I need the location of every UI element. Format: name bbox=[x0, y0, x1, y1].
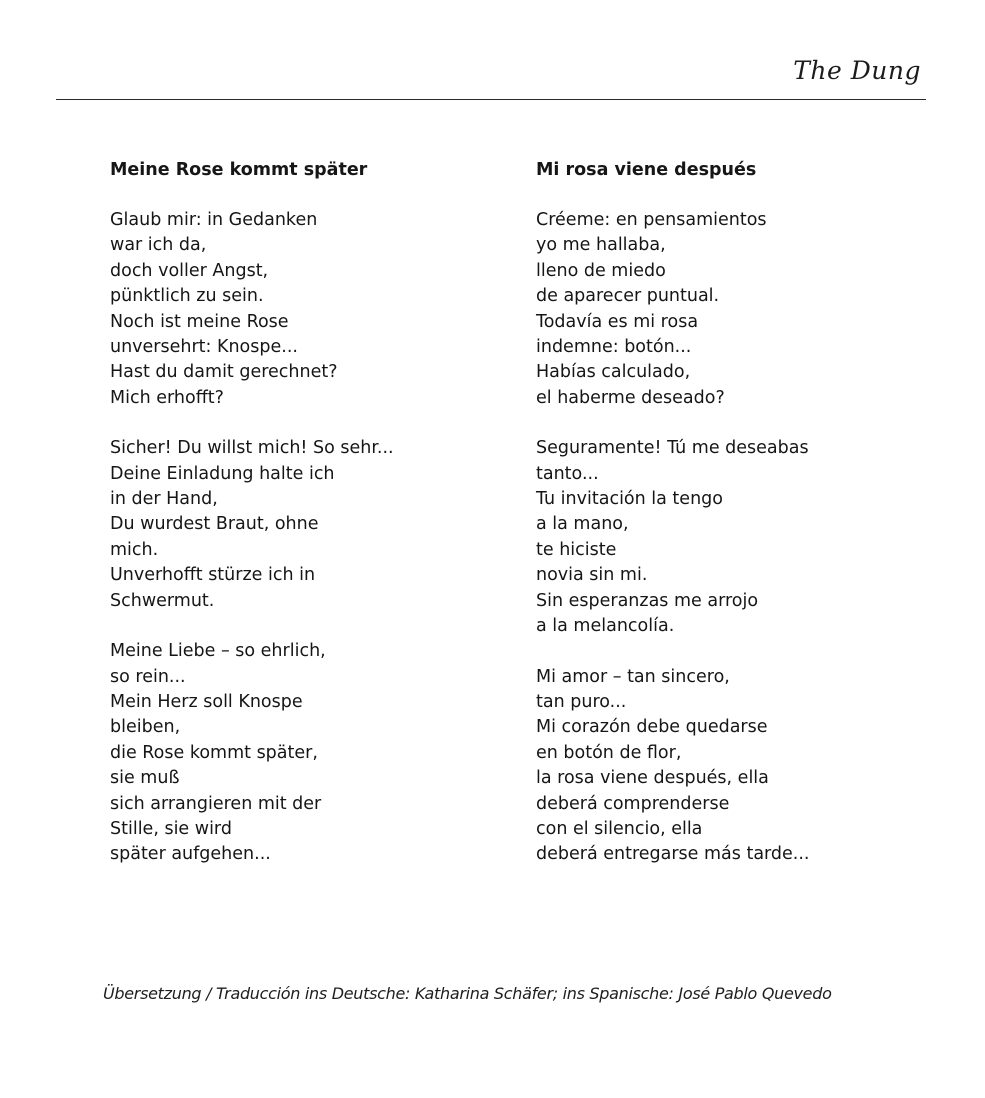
poem-line: lleno de miedo bbox=[536, 260, 666, 281]
poem-line: indemne: botón... bbox=[536, 337, 692, 358]
poem-line: con el silencio, ella bbox=[536, 818, 703, 839]
poem-title-german: Meine Rose kommt später bbox=[110, 160, 368, 180]
poem-line: Mich erhofft? bbox=[110, 387, 224, 408]
stanza-german-1 bbox=[110, 208, 530, 411]
poem-line: war ich da, bbox=[110, 235, 207, 256]
poem-line: unversehrt: Knospe... bbox=[110, 337, 298, 358]
poem-line: tanto... bbox=[536, 463, 599, 484]
poem-line: a la melancolía. bbox=[536, 616, 675, 637]
poem-line: mich. bbox=[110, 539, 159, 560]
poem-line: Noch ist meine Rose bbox=[110, 311, 289, 332]
poem-line: Schwermut. bbox=[110, 590, 215, 611]
translation-credit: Übersetzung / Traducción ins Deutsche: Katharina Schäfer; ins Spanische: José Pablo Quevedo bbox=[103, 984, 832, 1003]
poem-line: später aufgehen... bbox=[110, 844, 271, 865]
poem-line: el haberme deseado? bbox=[536, 387, 725, 408]
poem-line: Hast du damit gerechnet? bbox=[110, 362, 338, 383]
poem-line: a la mano, bbox=[536, 514, 629, 535]
poem-spanish bbox=[536, 158, 956, 893]
poem-line: la rosa viene después, ella bbox=[536, 768, 769, 789]
poem-line: die Rose kommt später, bbox=[110, 742, 318, 763]
poem-line: sich arrangieren mit der bbox=[110, 793, 322, 814]
poem-line: Tu invitación la tengo bbox=[536, 489, 723, 510]
poem-line: Mein Herz soll Knospe bbox=[110, 691, 303, 712]
poem-line: Créeme: en pensamientos bbox=[536, 210, 767, 230]
poem-line: doch voller Angst, bbox=[110, 260, 269, 281]
poem-line: Habías calculado, bbox=[536, 362, 691, 383]
poem-line: deberá comprenderse bbox=[536, 793, 730, 814]
poem-line: Sin esperanzas me arrojo bbox=[536, 590, 759, 611]
poem-german bbox=[110, 158, 530, 893]
poem-line: Sicher! Du willst mich! So sehr... bbox=[110, 438, 394, 459]
stanza-german-2 bbox=[110, 436, 530, 614]
poem-line: Du wurdest Braut, ohne bbox=[110, 514, 319, 535]
poem-line: Seguramente! Tú me deseabas bbox=[536, 438, 809, 459]
poem-line: sie muß bbox=[110, 768, 180, 789]
poem-line: Glaub mir: in Gedanken bbox=[110, 210, 318, 230]
header-rule bbox=[56, 99, 926, 100]
poem-line: te hiciste bbox=[536, 539, 617, 560]
stanza-spanish-3 bbox=[536, 665, 956, 868]
running-header-title: The Dung bbox=[793, 56, 921, 85]
poem-line: bleiben, bbox=[110, 717, 181, 738]
poem-line: Meine Liebe – so ehrlich, bbox=[110, 641, 326, 662]
stanza-spanish-1 bbox=[536, 208, 956, 411]
poem-line: Mi amor – tan sincero, bbox=[536, 666, 730, 687]
poem-line: Stille, sie wird bbox=[110, 818, 232, 839]
poem-line: Deine Einladung halte ich bbox=[110, 463, 335, 484]
poem-line: tan puro... bbox=[536, 691, 627, 712]
poem-line: en botón de flor, bbox=[536, 742, 682, 763]
stanza-spanish-2 bbox=[536, 436, 956, 639]
poem-line: deberá entregarse más tarde... bbox=[536, 844, 810, 865]
poem-line: de aparecer puntual. bbox=[536, 286, 720, 307]
poem-line: Todavía es mi rosa bbox=[536, 311, 699, 332]
poem-line: Unverhofft stürze ich in bbox=[110, 565, 316, 586]
stanza-german-3 bbox=[110, 639, 530, 868]
poem-line: so rein... bbox=[110, 666, 186, 687]
poem-line: Mi corazón debe quedarse bbox=[536, 717, 768, 738]
poem-line: pünktlich zu sein. bbox=[110, 286, 264, 307]
poem-line: novia sin mi. bbox=[536, 565, 648, 586]
poem-title-spanish: Mi rosa viene después bbox=[536, 160, 757, 180]
poem-line: yo me hallaba, bbox=[536, 235, 666, 256]
poem-line: in der Hand, bbox=[110, 489, 218, 510]
